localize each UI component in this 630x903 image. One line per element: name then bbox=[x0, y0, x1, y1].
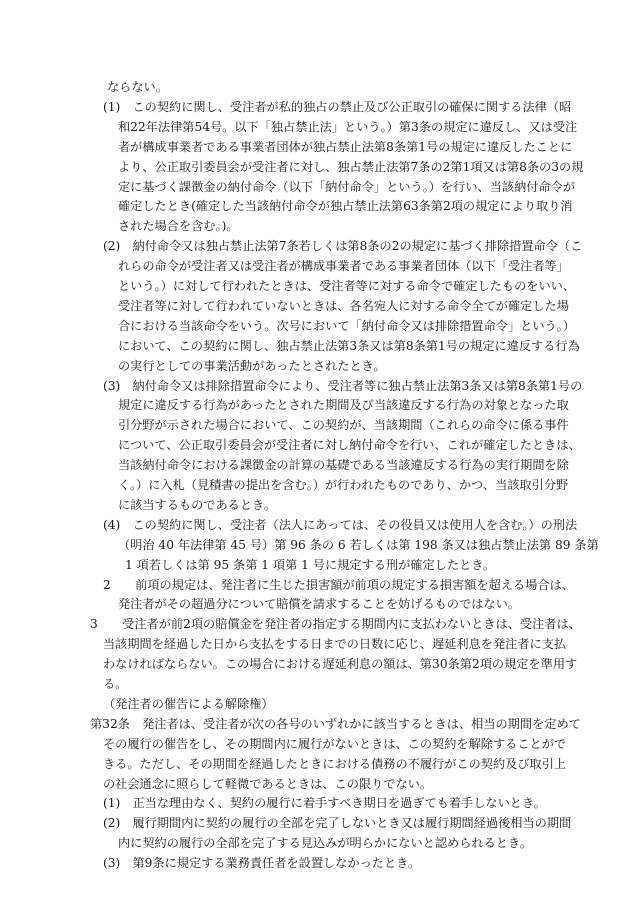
text-line: (1) この契約に関し、受注者が私的独占の禁止及び公正取引の確保に関する法律（昭 bbox=[103, 99, 572, 114]
text-line: 定に基づく課徴金の納付命令（以下「納付命令」という。）を行い、当該納付命令が bbox=[118, 179, 576, 194]
text-line: 規定に違反する行為があったとされた期間及び当該違反する行為の対象となった取 bbox=[118, 398, 569, 413]
text-line: に該当するものであるとき。 bbox=[118, 497, 276, 512]
text-line: (3) 第9条に規定する業務責任者を設置しなかったとき。 bbox=[103, 856, 421, 871]
article-heading-line: 第32条 発注者は、受注者が次の各号のいずれかに該当するときは、相当の期間を定めて bbox=[90, 716, 581, 731]
text-line: く。）に入札（見積書の提出を含む。）が行われたものであり、かつ、当該取引分野 bbox=[118, 478, 569, 492]
text-line: 和22年法律第54号。以下「独占禁止法」という。）第3条の規定に違反し、又は受注 bbox=[118, 119, 578, 134]
text-line: より、公正取引委員会が受注者に対し、独占禁止法第7条の2第1項又は第8条の3の規 bbox=[118, 159, 584, 174]
text-line: (3) 納付命令又は排除措置命令により、受注者等に独占禁止法第3条又は第8条第1号の bbox=[103, 378, 583, 393]
text-line: その履行の催告をし、その期間内に履行がないときは、この契約を解除することがで bbox=[103, 736, 567, 751]
text-line: された場合を含む。)。 bbox=[118, 219, 239, 234]
text-line: (4) この契約に関し、受注者（法人にあっては、その役員又は使用人を含む。）の刑法 bbox=[103, 517, 578, 532]
text-line: 3 受注者が前2項の賠償金を発注者の指定する期間内に支払わないときは、受注者は、 bbox=[90, 617, 581, 632]
section-heading: （発注者の催告による解除権） bbox=[103, 696, 274, 711]
text-line: る。 bbox=[103, 677, 128, 691]
text-line: 引分野が示された場合において、この契約が、当該期間（これらの命令に係る事件 bbox=[118, 418, 569, 433]
text-line: の社会通念に照らして軽微であるときは、この限りでない。 bbox=[103, 776, 433, 791]
text-line: について、公正取引委員会が受注者に対し納付命令を行い、これが確定したときは、 bbox=[118, 438, 581, 453]
text-line: わなければならない。この場合における遅延利息の額は、第30条第2項の規定を準用す bbox=[103, 657, 578, 672]
text-line: において、この契約に関し、独占禁止法第3条又は第8条第1号の規定に違反する行為 bbox=[118, 338, 580, 353]
text-line: (2) 納付命令又は独占禁止法第7条若しくは第8条の2の規定に基づく排除措置命令（こ bbox=[103, 239, 583, 254]
text-line: 受注者等に対して行われていないときは、各名宛人に対する命令全てが確定した場 bbox=[118, 298, 569, 313]
text-line: 1 項若しくは第 95 条第 1 項第 1 号に規定する刑が確定したとき。 bbox=[125, 557, 496, 572]
text-line: ならない。 bbox=[107, 80, 168, 94]
text-line: (1) 正当な理由なく、契約の履行に着手すべき期日を過ぎても着手しないとき。 bbox=[103, 796, 546, 811]
text-line: 当該期間を経過した日から支払をする日までの日数に応じ、遅延利息を発注者に支払 bbox=[103, 637, 567, 652]
text-line: れらの命令が受注者又は受注者が構成事業者である事業者団体（以下「受注者等」 bbox=[118, 259, 569, 274]
text-line: 内に契約の履行の全部を完了する見込みが明らかにないと認められるとき。 bbox=[118, 836, 532, 851]
text-line: 2 前項の規定は、発注者に生じた損害額が前項の規定する損害額を超える場合は、 bbox=[103, 577, 574, 592]
text-line: の実行としての事業活動があったとされたとき。 bbox=[118, 358, 386, 373]
text-line: 確定したとき(確定した当該納付命令が独占禁止法第63条第2項の規定により取り消 bbox=[118, 199, 573, 214]
text-line: 当該納付命令における課徴金の計算の基礎である当該違反する行為の実行期間を除 bbox=[118, 458, 569, 473]
text-line: 者が構成事業者である事業者団体が独占禁止法第8条第1号の規定に違反したことに bbox=[118, 139, 573, 154]
text-line: （明治 40 年法律第 45 号）第 96 条の 6 若しくは第 198 条又は独占禁止法第 89 条第 bbox=[118, 537, 599, 552]
text-line: (2) 履行期間内に契約の履行の全部を完了しないとき又は履行期間経過後相当の期間 bbox=[103, 816, 572, 831]
text-line: 発注者がその超過分について賠償を請求することを妨げるものではない。 bbox=[118, 597, 520, 612]
text-line: きる。ただし、その期間を経過したときにおける債務の不履行がこの契約及び取引上 bbox=[103, 756, 567, 771]
text-line: という。）に対して行われたときは、受注者等に対する命令で確定したものをいい、 bbox=[118, 279, 576, 293]
text-line: 合における当該命令をいう。次号において「納付命令又は排除措置命令」という。） bbox=[118, 318, 576, 333]
